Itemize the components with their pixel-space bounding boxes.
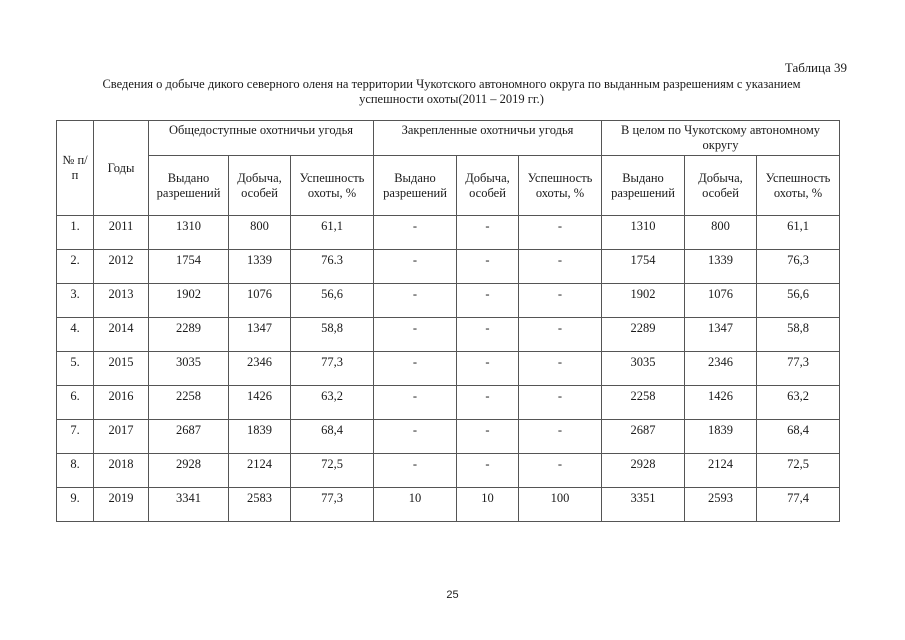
value-cell: 56,6 bbox=[291, 284, 374, 318]
value-cell: 2124 bbox=[229, 454, 291, 488]
value-cell: - bbox=[457, 454, 519, 488]
value-cell: 3351 bbox=[602, 488, 685, 522]
header-group-public: Общедоступные охотничьи угодья bbox=[149, 121, 374, 156]
value-cell: 56,6 bbox=[757, 284, 840, 318]
header-issued: Выдано разрешений bbox=[149, 156, 229, 216]
header-harvest: Добыча, особей bbox=[685, 156, 757, 216]
value-cell: 1347 bbox=[685, 318, 757, 352]
value-cell: 2687 bbox=[149, 420, 229, 454]
table-row bbox=[57, 250, 840, 284]
value-cell: 2593 bbox=[685, 488, 757, 522]
row-number-cell: 2. bbox=[57, 250, 94, 284]
value-cell: 1754 bbox=[149, 250, 229, 284]
caption-line-2: успешности охоты(2011 – 2019 гг.) bbox=[359, 92, 544, 106]
value-cell: - bbox=[374, 352, 457, 386]
year-cell: 2018 bbox=[94, 454, 149, 488]
value-cell: - bbox=[374, 420, 457, 454]
value-cell: - bbox=[519, 420, 602, 454]
year-cell: 2019 bbox=[94, 488, 149, 522]
value-cell: - bbox=[457, 352, 519, 386]
value-cell: 61,1 bbox=[757, 216, 840, 250]
value-cell: 1754 bbox=[602, 250, 685, 284]
value-cell: 1339 bbox=[685, 250, 757, 284]
value-cell: 2289 bbox=[602, 318, 685, 352]
value-cell: - bbox=[519, 250, 602, 284]
header-harvest: Добыча, особей bbox=[457, 156, 519, 216]
table-row bbox=[57, 352, 840, 386]
value-cell: 1076 bbox=[229, 284, 291, 318]
value-cell: 58,8 bbox=[291, 318, 374, 352]
value-cell: - bbox=[457, 386, 519, 420]
value-cell: 3341 bbox=[149, 488, 229, 522]
value-cell: 72,5 bbox=[757, 454, 840, 488]
value-cell: 1310 bbox=[602, 216, 685, 250]
header-success: Успешность охоты, % bbox=[519, 156, 602, 216]
value-cell: 2583 bbox=[229, 488, 291, 522]
table-body bbox=[57, 216, 840, 522]
year-cell: 2012 bbox=[94, 250, 149, 284]
value-cell: 2124 bbox=[685, 454, 757, 488]
value-cell: 76.3 bbox=[291, 250, 374, 284]
value-cell: - bbox=[519, 352, 602, 386]
header-success: Успешность охоты, % bbox=[757, 156, 840, 216]
value-cell: - bbox=[374, 216, 457, 250]
row-number-cell: 1. bbox=[57, 216, 94, 250]
value-cell: 63,2 bbox=[757, 386, 840, 420]
value-cell: 2928 bbox=[602, 454, 685, 488]
table-number-label: Таблица 39 bbox=[784, 60, 847, 75]
value-cell: - bbox=[519, 284, 602, 318]
row-number-cell: 4. bbox=[57, 318, 94, 352]
value-cell: - bbox=[457, 318, 519, 352]
row-number-cell: 7. bbox=[57, 420, 94, 454]
value-cell: 2928 bbox=[149, 454, 229, 488]
value-cell: 2258 bbox=[602, 386, 685, 420]
value-cell: 72,5 bbox=[291, 454, 374, 488]
value-cell: 2289 bbox=[149, 318, 229, 352]
value-cell: 1839 bbox=[685, 420, 757, 454]
year-cell: 2014 bbox=[94, 318, 149, 352]
year-cell: 2015 bbox=[94, 352, 149, 386]
value-cell: - bbox=[374, 386, 457, 420]
value-cell: 77,3 bbox=[757, 352, 840, 386]
table-row bbox=[57, 420, 840, 454]
value-cell: 10 bbox=[457, 488, 519, 522]
value-cell: 58,8 bbox=[757, 318, 840, 352]
page-number: 25 bbox=[446, 589, 459, 601]
value-cell: 1076 bbox=[685, 284, 757, 318]
table-row bbox=[57, 284, 840, 318]
value-cell: 2346 bbox=[229, 352, 291, 386]
value-cell: - bbox=[519, 216, 602, 250]
value-cell: 3035 bbox=[602, 352, 685, 386]
value-cell: 1902 bbox=[602, 284, 685, 318]
harvest-table bbox=[56, 120, 840, 522]
year-cell: 2017 bbox=[94, 420, 149, 454]
value-cell: 1310 bbox=[149, 216, 229, 250]
table-row bbox=[57, 454, 840, 488]
value-cell: 77,3 bbox=[291, 488, 374, 522]
value-cell: 1426 bbox=[229, 386, 291, 420]
value-cell: 1902 bbox=[149, 284, 229, 318]
row-number-cell: 5. bbox=[57, 352, 94, 386]
value-cell: 77,4 bbox=[757, 488, 840, 522]
year-cell: 2011 bbox=[94, 216, 149, 250]
header-number: № п/п bbox=[57, 121, 94, 216]
caption-line-1: Сведения о добыче дикого северного оленя на территории Чукотского автономного округа по выданным разрешениям с указанием bbox=[102, 77, 801, 91]
table-row bbox=[57, 386, 840, 420]
value-cell: - bbox=[519, 318, 602, 352]
value-cell: 2687 bbox=[602, 420, 685, 454]
value-cell: - bbox=[519, 454, 602, 488]
value-cell: 2258 bbox=[149, 386, 229, 420]
table-row bbox=[57, 488, 840, 522]
value-cell: 1839 bbox=[229, 420, 291, 454]
row-number-cell: 8. bbox=[57, 454, 94, 488]
value-cell: 68,4 bbox=[757, 420, 840, 454]
value-cell: 77,3 bbox=[291, 352, 374, 386]
value-cell: 63,2 bbox=[291, 386, 374, 420]
value-cell: - bbox=[457, 250, 519, 284]
value-cell: 100 bbox=[519, 488, 602, 522]
value-cell: 61,1 bbox=[291, 216, 374, 250]
value-cell: 68,4 bbox=[291, 420, 374, 454]
value-cell: - bbox=[374, 250, 457, 284]
value-cell: 1426 bbox=[685, 386, 757, 420]
value-cell: - bbox=[519, 386, 602, 420]
value-cell: 800 bbox=[685, 216, 757, 250]
header-years: Годы bbox=[94, 121, 149, 216]
value-cell: - bbox=[374, 318, 457, 352]
row-number-cell: 6. bbox=[57, 386, 94, 420]
header-issued: Выдано разрешений bbox=[602, 156, 685, 216]
row-number-cell: 3. bbox=[57, 284, 94, 318]
value-cell: - bbox=[457, 216, 519, 250]
header-group-assigned: Закрепленные охотничьи угодья bbox=[374, 121, 602, 156]
value-cell: 10 bbox=[374, 488, 457, 522]
value-cell: - bbox=[457, 284, 519, 318]
header-issued: Выдано разрешений bbox=[374, 156, 457, 216]
table-caption bbox=[60, 77, 843, 107]
value-cell: 2346 bbox=[685, 352, 757, 386]
value-cell: 76,3 bbox=[757, 250, 840, 284]
row-number-cell: 9. bbox=[57, 488, 94, 522]
header-success: Успешность охоты, % bbox=[291, 156, 374, 216]
table-row bbox=[57, 216, 840, 250]
value-cell: 1347 bbox=[229, 318, 291, 352]
header-harvest: Добыча, особей bbox=[229, 156, 291, 216]
value-cell: - bbox=[457, 420, 519, 454]
year-cell: 2016 bbox=[94, 386, 149, 420]
value-cell: 3035 bbox=[149, 352, 229, 386]
value-cell: 1339 bbox=[229, 250, 291, 284]
value-cell: 800 bbox=[229, 216, 291, 250]
table-row bbox=[57, 318, 840, 352]
year-cell: 2013 bbox=[94, 284, 149, 318]
value-cell: - bbox=[374, 284, 457, 318]
value-cell: - bbox=[374, 454, 457, 488]
header-group-total: В целом по Чукотскому автономному округу bbox=[602, 121, 840, 156]
